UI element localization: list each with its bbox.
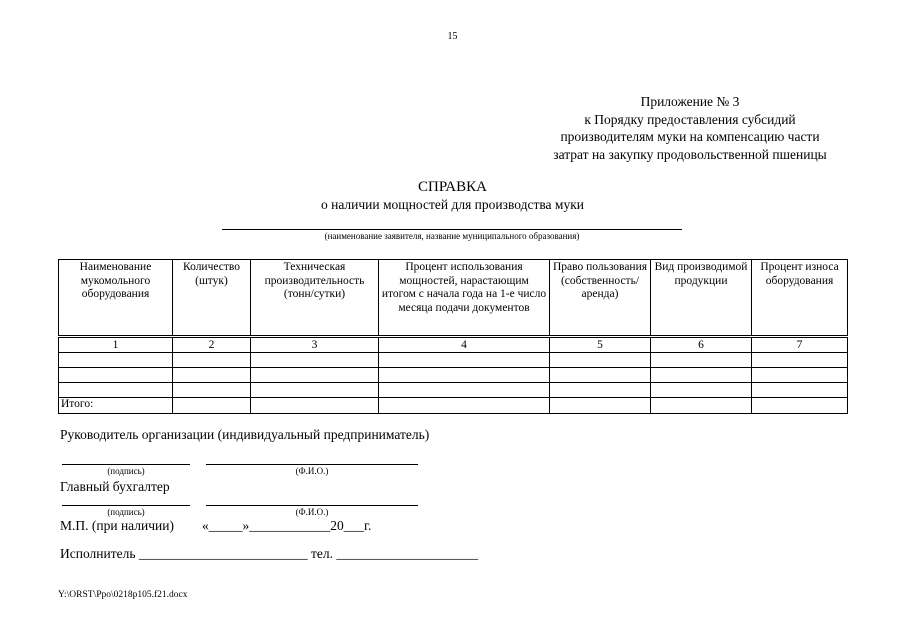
total-row: [59, 398, 848, 414]
header-cell: Наименование мукомольного оборудования: [59, 260, 173, 337]
column-number: 4: [379, 337, 550, 353]
appendix-line: к Порядку предоставления субсидий: [584, 111, 796, 127]
table-cell: [752, 368, 848, 383]
accountant-signature-line: [62, 505, 190, 506]
table-cell: [752, 353, 848, 368]
appendix-line: производителям муки на компенсацию части: [560, 129, 820, 144]
table-cell: [173, 383, 251, 398]
accountant-fio-line: [206, 505, 418, 506]
head-fio-line: [206, 464, 418, 465]
table-cell: [379, 398, 550, 414]
table-cell: [550, 398, 651, 414]
column-number-row: [59, 337, 848, 353]
header-cell: Количество (штук): [173, 260, 251, 337]
column-number: 2: [173, 337, 251, 353]
signature-caption: (подпись): [107, 466, 145, 476]
header-cell: Право пользования (собственность/ аренда): [550, 260, 651, 337]
table-cell: [651, 368, 752, 383]
date-field: «_____»____________20___г.: [202, 518, 372, 533]
table-cell: [251, 368, 379, 383]
table-row: [59, 383, 848, 398]
table-cell: [251, 383, 379, 398]
appendix-line: затрат на закупку продовольственной пшеницы: [553, 146, 827, 162]
capacity-table: [58, 259, 848, 414]
applicant-name-line: [222, 229, 682, 230]
table-cell: [550, 353, 651, 368]
table-cell: [173, 368, 251, 383]
head-signature-line: [62, 464, 190, 465]
table-cell: [379, 368, 550, 383]
table-cell: [173, 353, 251, 368]
table-cell: [59, 368, 173, 383]
column-number: 5: [550, 337, 651, 353]
table-cell: [59, 383, 173, 398]
table-cell: [752, 398, 848, 414]
table-cell: [752, 383, 848, 398]
header-cell: Техническая производительность (тонн/сутки): [251, 260, 379, 337]
table-cell: [651, 353, 752, 368]
file-path-footer: Y:\ORST\Ppo\0218p105.f21.docx: [58, 590, 188, 600]
page-number: 15: [447, 31, 458, 42]
document-title: СПРАВКА: [418, 179, 487, 195]
table-cell: [651, 383, 752, 398]
table-cell: [379, 353, 550, 368]
header-cell: Процент использования мощностей, нарастающим итогом с начала года на 1-е число месяца подачи документов: [379, 260, 550, 337]
column-number: 6: [651, 337, 752, 353]
table-cell: [251, 398, 379, 414]
column-number: 1: [59, 337, 173, 353]
table-cell: [59, 353, 173, 368]
table-cell: [173, 398, 251, 414]
fio-caption: (Ф.И.О.): [295, 466, 329, 476]
table-row: [59, 353, 848, 368]
seal-label: М.П. (при наличии): [60, 518, 174, 533]
appendix-block: [480, 93, 900, 163]
fio-caption: (Ф.И.О.): [295, 507, 329, 517]
chief-accountant-label: Главный бухгалтер: [60, 479, 170, 494]
table-cell: [251, 353, 379, 368]
table-cell: [651, 398, 752, 414]
table-row: [59, 368, 848, 383]
header-cell: Процент износа оборудования: [752, 260, 848, 337]
table-header-row: [59, 260, 848, 337]
signature-caption: (подпись): [107, 507, 145, 517]
head-of-organization-label: Руководитель организации (индивидуальный предприниматель): [60, 427, 430, 442]
column-number: 7: [752, 337, 848, 353]
header-cell: Вид производимой продукции: [651, 260, 752, 337]
total-label: Итого:: [59, 398, 173, 414]
executor-line: Исполнитель _________________________ тел. _____________________: [60, 546, 479, 561]
appendix-line: Приложение № 3: [640, 94, 740, 109]
column-number: 3: [251, 337, 379, 353]
applicant-caption: (наименование заявителя, название муниципального образования): [324, 231, 580, 241]
table-cell: [379, 383, 550, 398]
table-cell: [550, 368, 651, 383]
table-cell: [550, 383, 651, 398]
document-subtitle: о наличии мощностей для производства муки: [320, 197, 585, 212]
